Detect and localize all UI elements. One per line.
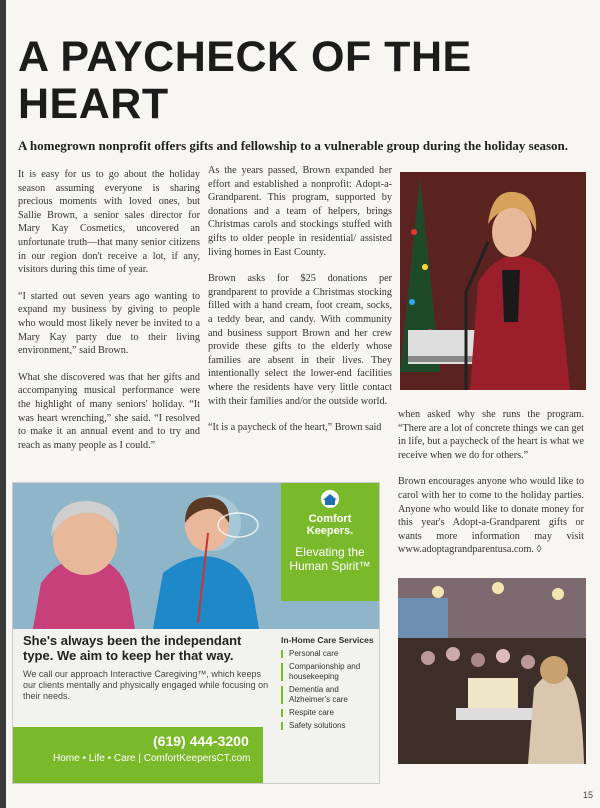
article-title: [18, 34, 578, 128]
paragraph: when asked why she runs the program. “There are a lot of concrete things we can get in life, but a paycheck of the heart is what we receive when we do for others.”: [398, 409, 584, 461]
page-number: 15: [583, 790, 594, 800]
paragraph: As the years passed, Brown expanded her effort and established a nonprofit: Adopt-a-Grandparent. This program, supported by donations and a team of helpers, brings Christmas carols and stockings stuffed with gifts to older people in residential/ assisted living homes in East County.: [208, 165, 392, 258]
house-logo-icon: [317, 489, 343, 509]
phone-number: (619) 444-3200: [153, 733, 249, 749]
paragraph: It is easy for us to go about the holiday season assuming everyone is sharing precious moments with loved ones, but Sallie Brown, a senior sales director for Mary Kay Cosmetics, uncovered an unfortunate truth—that many senior citizens in our region don't receive a lot, if any, visitors during this time of year.: [18, 169, 200, 276]
service-item: Safety solutions: [281, 721, 377, 731]
brand-tagline-line-2: Human Spirit™: [289, 559, 371, 573]
singer-illustration: [400, 172, 586, 390]
service-item: Companionship and housekeeping: [281, 662, 377, 682]
services-title: In-Home Care Services: [281, 635, 374, 645]
services-list: [281, 649, 377, 731]
party-illustration: [398, 578, 586, 764]
magazine-page: [6, 0, 600, 808]
photo-singer-at-microphone: [400, 172, 586, 390]
keyboard-instrument: [456, 708, 536, 720]
paragraph: “I started out seven years ago wanting to expand my business by giving to people who would most likely never be invited to a Mary Kay party due to their living environment,” said Brown.: [18, 290, 200, 357]
ad-body-text: We call our approach Interactive Caregiving™, which keeps our clients mentally and physically engaged while focusing on their needs.: [23, 669, 269, 701]
paragraph: What she discovered was that her gifts and accompanying musical performance were the highlight of many seniors' holiday. “It was heart wrenching,” she said. “I resolved to make it an annual event and to try and reach as many people as I could.”: [18, 371, 200, 451]
mural: [398, 598, 448, 638]
service-item: Personal care: [281, 649, 377, 659]
sheet-music: [468, 678, 518, 708]
service-item: Dementia and Alzheimer's care: [281, 685, 377, 705]
article-column-2: [208, 164, 392, 448]
paragraph: “It is a paycheck of the heart,” Brown said: [208, 422, 382, 434]
brand-tagline-line-1: Elevating the: [295, 545, 365, 559]
article-subtitle: A homegrown nonprofit offers gifts and fellowship to a vulnerable group during the holiday season.: [18, 138, 569, 153]
ad-headline: She's always been the independant type. We aim to keep her that way.: [23, 633, 242, 663]
comfort-keepers-advertisement: [12, 482, 380, 784]
article-column-1: [18, 168, 200, 465]
face: [492, 207, 532, 257]
paragraph: Brown encourages anyone who would like to carol with her to come to the holiday parties. Anyone who would like to donate money for this year's Adopt-a-Grandparent gifts or wants more information may visit www.adoptagrandparentusa.com. ◊: [398, 476, 584, 556]
title-line-1: A PAYCHECK OF THE: [18, 33, 472, 81]
comfort-keepers-logo-box: [281, 483, 379, 601]
brand-name-line-1: Comfort: [308, 513, 352, 525]
title-line-2: HEART: [18, 80, 169, 128]
ad-photo-seniors: [13, 483, 379, 629]
article-column-3: [398, 408, 584, 570]
contact-bar: [13, 727, 263, 783]
brand-name-line-2: Keepers.: [306, 525, 354, 537]
service-item: Respite care: [281, 708, 377, 718]
contact-footer: Home • Life • Care | ComfortKeepersCT.com: [53, 753, 251, 764]
paragraph: Brown asks for $25 donations per grandparent to provide a Christmas stocking filled with a hand cream, foot cream, socks, a teddy bear, and candy. With community and business support Brown and her crew provide these gifts to the elderly whose families are absent in their lives. They intentionally select the lower-end facilities where the residents have very little contact with their families and/or the outside world.: [208, 273, 392, 407]
photo-holiday-party: [398, 578, 586, 764]
services-list-block: [281, 635, 377, 734]
